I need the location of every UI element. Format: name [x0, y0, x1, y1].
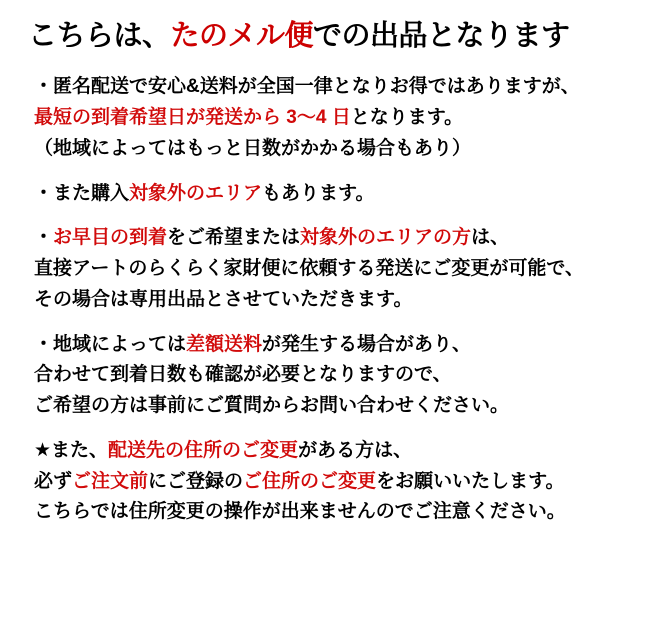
text-segment: 合わせて到着日数も確認が必要となりますので、 — [34, 364, 452, 386]
text-segment: お早目の到着 — [53, 227, 168, 249]
notice-line — [34, 254, 634, 285]
headline-tail: での出品となります — [313, 20, 570, 52]
notice-line — [34, 223, 634, 254]
notice-line — [34, 72, 634, 103]
notice-line — [34, 436, 634, 467]
text-segment: をご希望または — [167, 227, 301, 249]
text-segment: 配送先の住所のご変更 — [108, 439, 299, 461]
notice-line — [34, 467, 634, 498]
notice-block-extra-fee-notice — [16, 330, 634, 422]
text-segment: もあります。 — [262, 182, 375, 204]
text-segment: ご注文前 — [72, 470, 149, 492]
notice-line — [34, 330, 634, 361]
text-segment: こちらでは住所変更の操作が出来ませんのでご注意ください。 — [34, 501, 566, 523]
notice-blocks — [16, 72, 634, 528]
notice-line — [34, 360, 634, 391]
text-segment: 対象外のエリアの方 — [300, 227, 472, 249]
notice-line — [34, 391, 634, 422]
notice-line — [34, 497, 634, 528]
text-segment: にご登録の — [148, 470, 244, 492]
page-title — [28, 18, 634, 54]
text-segment: 直接アートのらくらく家財便に依頼する発送にご変更が可能で、 — [34, 258, 585, 280]
text-segment: となります。 — [350, 107, 464, 129]
text-segment: （地域によってはもっと日数がかかる場合もあり） — [34, 137, 472, 159]
text-segment: が発生する場合があり、 — [262, 333, 472, 355]
text-segment: をお願いいたします。 — [376, 470, 565, 492]
text-segment: ご住所のご変更 — [243, 470, 377, 492]
notice-line — [34, 179, 634, 210]
text-segment: ・ — [34, 227, 54, 249]
text-segment: ・また購入 — [34, 182, 130, 204]
headline-lead: こちらは、 — [28, 20, 171, 52]
notice-block-address-change-notice — [16, 436, 634, 528]
text-segment: 必ず — [34, 470, 73, 492]
text-segment: ご希望の方は事前にご質問からお問い合わせください。 — [34, 395, 510, 417]
notice-block-early-arrival-notice — [16, 223, 634, 315]
text-segment: 差額送料 — [186, 333, 263, 355]
headline-highlight: たのメル便 — [170, 20, 314, 52]
notice-line — [34, 103, 634, 134]
text-segment: がある方は、 — [298, 439, 413, 461]
notice-block-shipping-notice — [16, 72, 634, 164]
notice-block-out-of-area-notice — [16, 179, 634, 210]
notice-line — [34, 134, 634, 165]
text-segment: は、 — [471, 227, 510, 249]
text-segment: ・地域によっては — [34, 333, 187, 355]
text-segment: ★また、 — [34, 439, 109, 461]
text-segment: その場合は専用出品とさせていただきます。 — [34, 288, 413, 310]
text-segment: ・匿名配送で安心&送料が全国一律となりお得ではありますが、 — [34, 76, 580, 98]
notice-line — [34, 285, 634, 316]
text-segment: 対象外のエリア — [129, 182, 263, 204]
text-segment: 最短の到着希望日が発送から 3～4 日 — [34, 107, 351, 129]
